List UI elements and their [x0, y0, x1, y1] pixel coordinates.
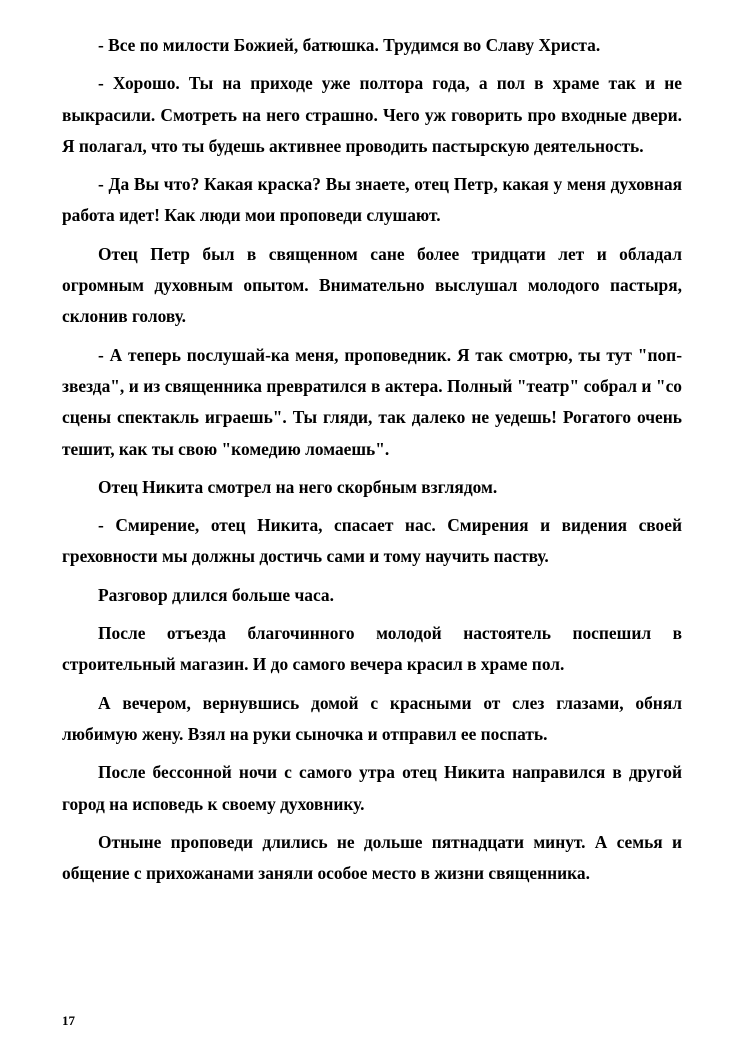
paragraph: Отныне проповеди длились не дольше пятнадцати минут. А семья и общение с прихожанами заняли особое место в жизни священника. — [62, 831, 682, 884]
paragraph: Разговор длился больше часа. — [98, 584, 334, 605]
paragraph: - А теперь послушай-ка меня, проповедник. Я так смотрю, ты тут "поп-звезда", и из священника превратился в актера. Полный "театр" собрал и "со сцены спектакль играешь". Ты гляди, так далеко не уедешь! Рогатого очень тешит, как ты свою "комедию ломаешь". — [62, 344, 682, 459]
document-body-text — [62, 30, 682, 889]
paragraph: - Да Вы что? Какая краска? Вы знаете, отец Петр, какая у меня духовная работа идет! Как люди мои проповеди слушают. — [62, 174, 682, 226]
paragraph: После отъезда благочинного молодой настоятель поспешил в строительный магазин. И до самого вечера красил в храме пол. — [62, 623, 682, 675]
paragraph: Отец Петр был в священном сане более тридцати лет и обладал огромным духовным опытом. Внимательно выслушал молодого пастыря, склонив голову. — [62, 243, 682, 327]
paragraph: - Хорошо. Ты на приходе уже полтора года, а пол в храме так и не выкрасили. Смотреть на него страшно. Чего уж говорить про входные двери. Я полагал, что ты будешь активнее проводить пастырскую деятельность. — [62, 73, 682, 156]
paragraph: - Смирение, отец Никита, спасает нас. Смирения и видения своей греховности мы должны достичь сами и тому научить паству. — [62, 515, 682, 567]
paragraph: Отец Никита смотрел на него скорбным взглядом. — [98, 476, 498, 497]
paragraph: А вечером, вернувшись домой с красными от слез глазами, обнял любимую жену. Взял на руки сыночка и отправил ее поспать. — [62, 692, 682, 744]
paragraph: После бессонной ночи с самого утра отец Никита направился в другой город на исповедь к своему духовнику. — [62, 762, 682, 814]
paragraph: - Все по милости Божией, батюшка. Трудимся во Славу Христа. — [98, 35, 601, 55]
page-number: 17 — [62, 1013, 75, 1028]
